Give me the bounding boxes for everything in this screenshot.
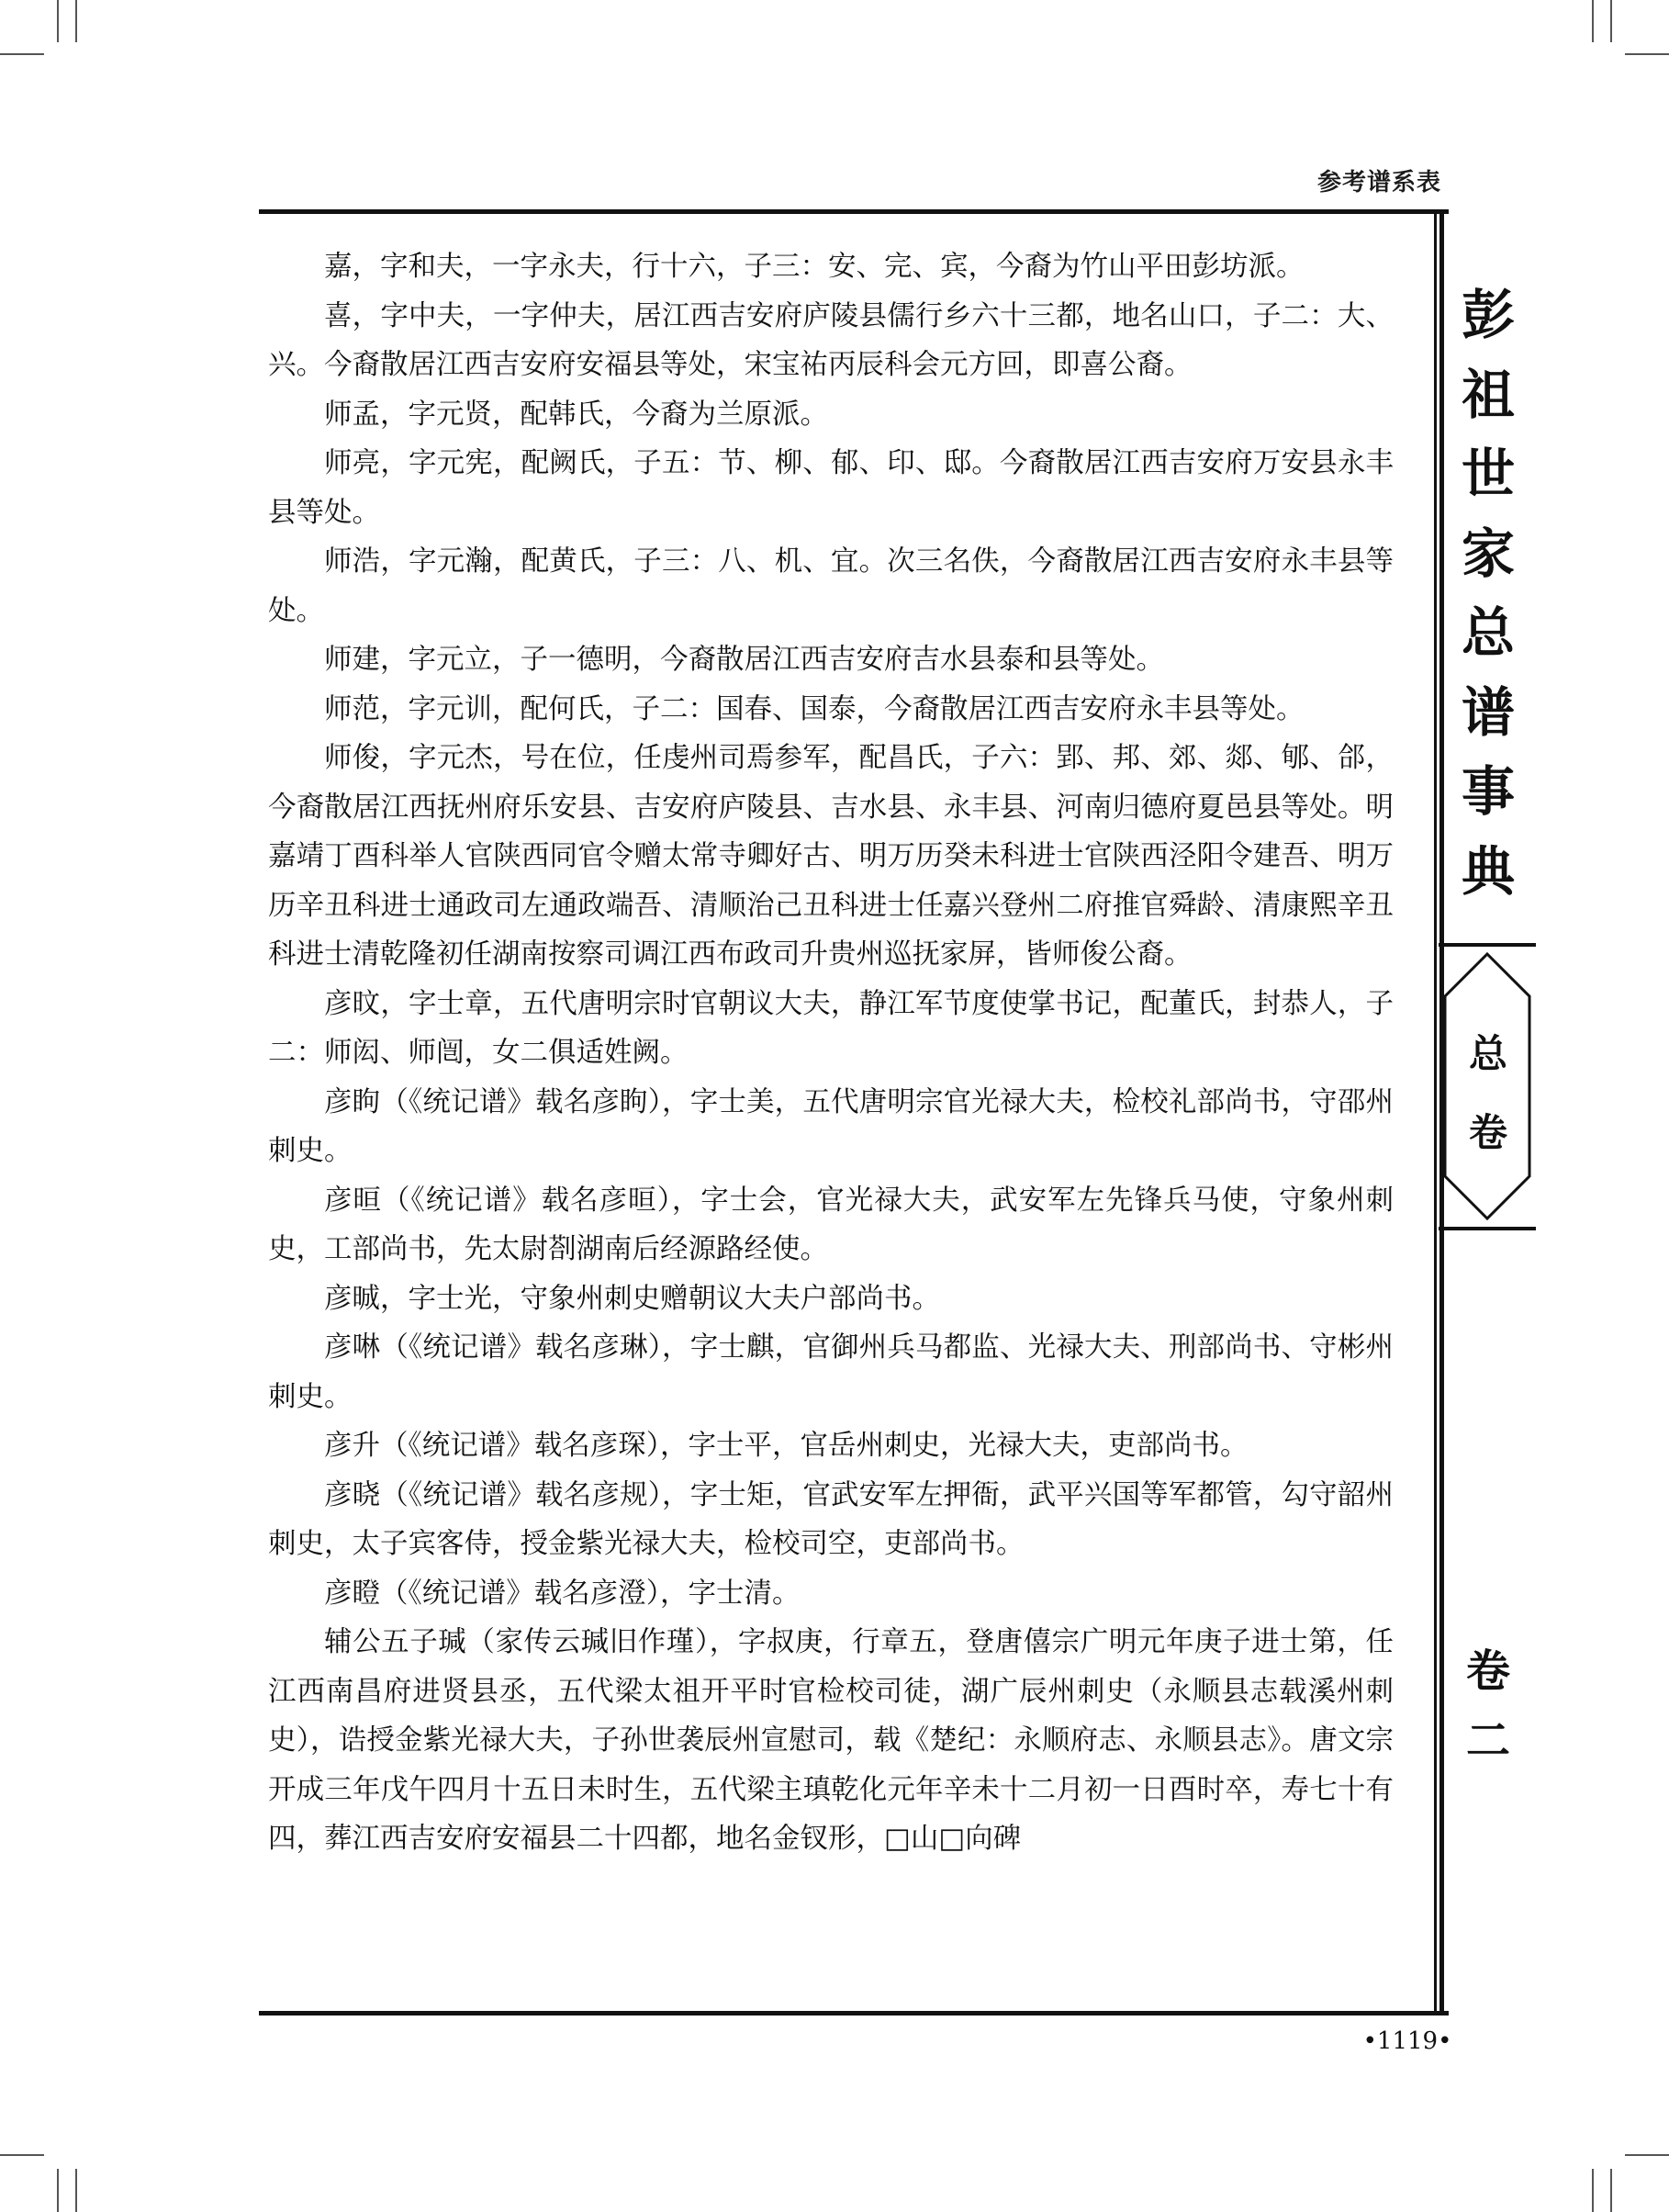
paragraph: 彦升（《统记谱》载名彦琛），字士平，官岳州刺史，光禄大夫，吏部尚书。: [324, 1430, 1249, 1462]
paragraph: 喜，字中夫，一字仲夫，居江西吉安府庐陵县儒行乡六十三都，地名山口，子二：大、兴。今裔散居江西吉安府安福县等处，宋宝祐丙辰科会元方回，即喜公裔。: [268, 299, 1394, 381]
crop-mark: [57, 2169, 59, 2212]
crop-mark: [1610, 2169, 1612, 2212]
crop-mark: [1625, 53, 1669, 55]
paragraph: 师俊，字元杰，号在位，任虔州司焉参军，配昌氏，子六：郢、邦、郊、郯、郇、郃，今裔散居江西抚州府乐安县、吉安府庐陵县、吉水县、永丰县、河南归德府夏邑县等处。明嘉靖丁酉科举人官陕西同官令赠太常寺卿好古、明万历癸未科进士官陕西泾阳令建吾、明万历辛丑科进士通政司左通政端吾、清顺治己丑科进士任嘉兴登州二府推官舜龄、清康熙辛丑科进士清乾隆初任湖南按察司调江西布政司升贵州巡抚家屏，皆师俊公裔。: [268, 742, 1394, 971]
crop-mark: [0, 53, 44, 55]
side-tab-title: [1447, 275, 1529, 911]
bottom-rule: [259, 2011, 1449, 2016]
paragraph: 彦晅（《统记谱》载名彦晅），字士会，官光禄大夫，武安军左先锋兵马使，守象州刺史，工部尚书，先太尉剳湖南后经源路经使。: [268, 1184, 1394, 1265]
side-title-char: 彭: [1461, 284, 1515, 346]
paragraph: 师浩，字元瀚，配黄氏，子三：八、机、宜。次三名佚，今裔散居江西吉安府永丰县等处。: [268, 545, 1394, 627]
side-juan-label: [1447, 1636, 1529, 1776]
paragraph: 彦晠，字士光，守象州刺史赠朝议大夫户部尚书。: [324, 1282, 940, 1315]
crop-mark: [57, 0, 59, 42]
paragraph: 师亮，字元宪，配阙氏，子五：节、柳、郁、印、邸。今裔散居江西吉安府万安县永丰县等处。: [268, 447, 1394, 529]
side-title-char: 世: [1461, 443, 1515, 505]
side-volume-char: 卷: [1468, 1110, 1507, 1155]
side-juan-char: 卷: [1465, 1645, 1510, 1697]
paragraph: 彦旼，字士章，五代唐明宗时官朝议大夫，静江军节度使掌书记，配董氏，封恭人，子二：师闳、师闿，女二俱适姓阙。: [268, 987, 1394, 1069]
running-header: 参考谱系表: [1316, 169, 1441, 196]
paragraph: 彦瞪（《统记谱》载名彦澄），字士清。: [324, 1577, 801, 1610]
body-text: [268, 242, 1394, 1864]
crop-mark: [0, 2154, 44, 2156]
paragraph: 辅公五子瑊（家传云瑊旧作瑾），字叔庚，行章五，登唐僖宗广明元年庚子进士第，任江西南昌府进贤县丞，五代梁太祖开平时官检校司徒，湖广辰州刺史（永顺县志载溪州刺史），诰授金紫光禄大夫，子孙世袭辰州宣慰司，载《楚纪：永顺府志、永顺县志》。唐文宗开成三年戊午四月十五日未时生，五代梁主瑱乾化元年辛未十二月初一日酉时卒，寿七十有四，葬江西吉安府安福县二十四都，地名金钗形，□山□向碑: [268, 1626, 1394, 1855]
side-title-char: 祖: [1461, 363, 1515, 426]
side-divider: [1439, 943, 1536, 947]
paragraph: 师孟，字元贤，配韩氏，今裔为兰原派。: [324, 398, 828, 431]
side-divider: [1439, 1227, 1536, 1230]
crop-mark: [1625, 2154, 1669, 2156]
side-title-char: 典: [1461, 839, 1515, 903]
page-number: •1119•: [1362, 2027, 1452, 2055]
side-juan-char: 二: [1465, 1715, 1510, 1767]
side-title-char: 事: [1461, 760, 1515, 823]
crop-mark: [75, 2169, 77, 2212]
side-title-char: 谱: [1461, 680, 1515, 744]
paragraph: 彦眗（《统记谱》载名彦眗），字士美，五代唐明宗官光禄大夫，检校礼部尚书，守邵州刺史。: [268, 1085, 1394, 1167]
crop-mark: [1610, 0, 1612, 42]
side-title-char: 总: [1461, 601, 1515, 664]
paragraph: 嘉，字和夫，一字永夫，行十六，子三：安、完、宾，今裔为竹山平田彭坊派。: [324, 251, 1305, 283]
crop-mark: [1592, 0, 1594, 42]
paragraph: 彦啉（《统记谱》载名彦琳），字士麒，官御州兵马都监、光禄大夫、刑部尚书、守彬州刺史。: [268, 1331, 1394, 1413]
top-rule: [259, 209, 1449, 214]
paragraph: 师建，字元立，子一德明，今裔散居江西吉安府吉水县泰和县等处。: [324, 644, 1164, 676]
crop-mark: [1592, 2169, 1594, 2212]
side-title-char: 家: [1461, 522, 1515, 585]
crop-mark: [75, 0, 77, 42]
paragraph: 彦晓（《统记谱》载名彦规），字士矩，官武安军左押衙，武平兴国等军都管，勾守韶州刺史，太子宾客侍，授金紫光禄大夫，检校司空，吏部尚书。: [268, 1478, 1394, 1560]
side-volume-label: [1447, 1015, 1529, 1173]
side-volume-char: 总: [1468, 1031, 1507, 1076]
paragraph: 师范，字元训，配何氏，子二：国春、国泰，今裔散居江西吉安府永丰县等处。: [324, 692, 1305, 725]
